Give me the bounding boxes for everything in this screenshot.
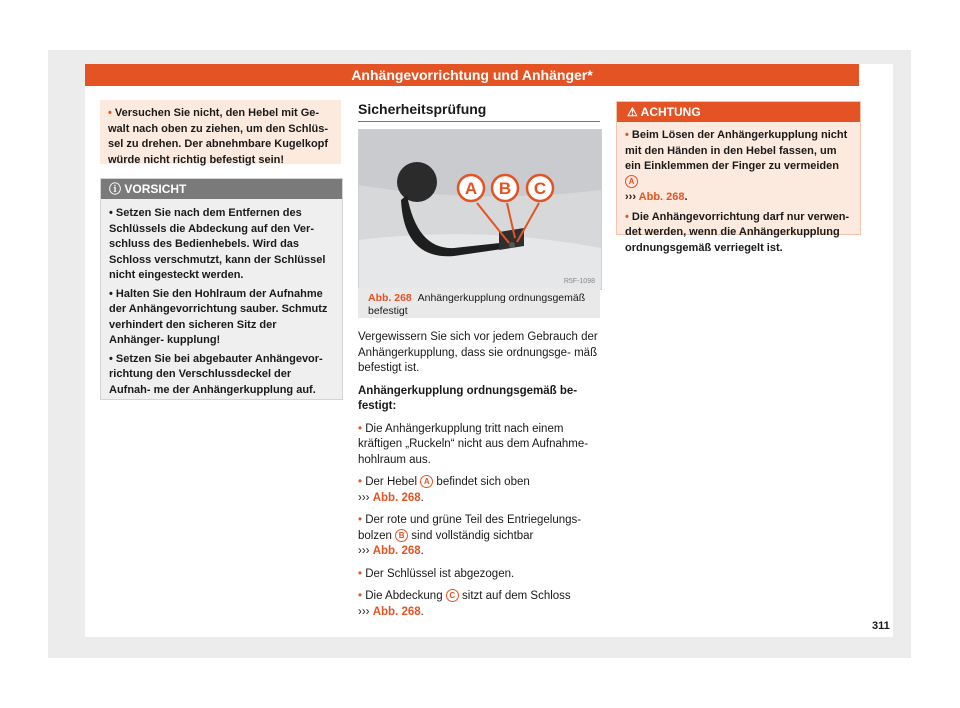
caution-item: • Halten Sie den Hohlraum der Aufnahme der Anhängevorrichtung sauber. Schmutz verhindert den sicheren Sitz der Anhänger- kupplung! <box>109 287 328 346</box>
label-c-marker: C <box>446 589 459 602</box>
section-title: Sicherheitsprüfung <box>358 101 487 117</box>
danger-box <box>616 101 861 254</box>
intro-paragraph: Vergewissern Sie sich vor jedem Gebrauch der Anhängerkupplung, dass sie ordnungsge- mäß befestigt ist. <box>358 331 598 374</box>
figure-code: R5F-1098 <box>563 278 595 285</box>
warning-text: Versuchen Sie nicht, den Hebel mit Ge- walt nach oben zu ziehen, um den Schlüs- sel zu drehen. Der abnehmbare Kugelkopf würde nicht richtig befestigt sein! <box>108 107 329 166</box>
label-a <box>458 175 484 201</box>
caution-header <box>101 179 342 199</box>
svg-text:B: B <box>498 179 512 198</box>
svg-text:C: C <box>533 179 547 198</box>
subheading: Anhängerkupplung ordnungsgemäß be- festigt: <box>358 384 578 412</box>
label-b <box>492 175 518 201</box>
info-icon: ⓘ <box>109 182 122 196</box>
figure-reference[interactable]: Abb. 268 <box>372 545 421 557</box>
page-number: 311 <box>872 620 890 632</box>
figure-caption <box>368 292 598 318</box>
list-item: • Der Hebel A befindet sich oben ››› Abb. 268. <box>358 476 530 504</box>
figure-image <box>358 129 602 290</box>
caution-item: • Setzen Sie nach dem Entfernen des Schlüssels die Abdeckung auf den Ver- schluss des Bedienhebels. Wird das Schloss verschmutzt, kann der Schlüssel nicht eingesteckt werden. <box>109 207 326 281</box>
page-header: Anhängevorrichtung und Anhänger* <box>85 64 859 86</box>
label-c <box>527 175 553 201</box>
list-item: • Die Abdeckung C sitzt auf dem Schloss ››› Abb. 268. <box>358 590 571 618</box>
label-a-marker: A <box>420 475 433 488</box>
tow-hitch-illustration <box>359 130 601 289</box>
list-item: • Die Anhängerkupplung tritt nach einem kräftigen „Ruckeln“ nicht aus dem Aufnahme- hohlraum aus. <box>358 422 589 466</box>
caption-text: Anhängerkupplung ordnungsgemäß befestigt <box>368 292 586 317</box>
bullet-icon: • <box>108 107 115 119</box>
warning-triangle-icon: ⚠ <box>627 105 638 119</box>
figure-reference[interactable]: Abb. 268 <box>372 605 421 618</box>
danger-item: • Die Anhängevorrichtung darf nur verwen- det werden, wenn die Anhängerkupplung ordnungsgemäß verriegelt ist. <box>625 210 850 254</box>
danger-header <box>617 102 860 122</box>
caution-title: VORSICHT <box>124 182 187 196</box>
danger-body <box>617 122 860 264</box>
danger-item: • Beim Lösen der Anhängerkupplung nicht mit den Händen in den Hebel fassen, um ein Einklemmen der Finger zu vermeiden A ››› Abb. 268. <box>625 129 848 203</box>
warning-box <box>100 100 341 164</box>
caution-item: • Setzen Sie bei abgebauter Anhängevor- richtung den Verschlussdeckel der Aufnah- me der Anhängerkupplung auf. <box>109 352 323 396</box>
body-text <box>358 330 602 627</box>
caution-body <box>101 199 342 399</box>
figure-reference[interactable]: Abb. 268 <box>638 191 685 203</box>
list-item: • Der Schlüssel ist abgezogen. <box>358 567 515 580</box>
figure-number: Abb. 268 <box>368 292 412 304</box>
list-item: • Der rote und grüne Teil des Entriegelungs- bolzen B sind vollständig sichtbar ››› Abb. 268. <box>358 514 582 557</box>
label-b-marker: B <box>395 529 408 542</box>
danger-title: ACHTUNG <box>640 105 701 119</box>
figure-reference[interactable]: Abb. 268 <box>372 491 421 504</box>
svg-text:A: A <box>464 179 478 198</box>
section-rule <box>358 121 600 122</box>
caution-box <box>100 178 343 400</box>
label-a-marker: A <box>625 175 638 188</box>
